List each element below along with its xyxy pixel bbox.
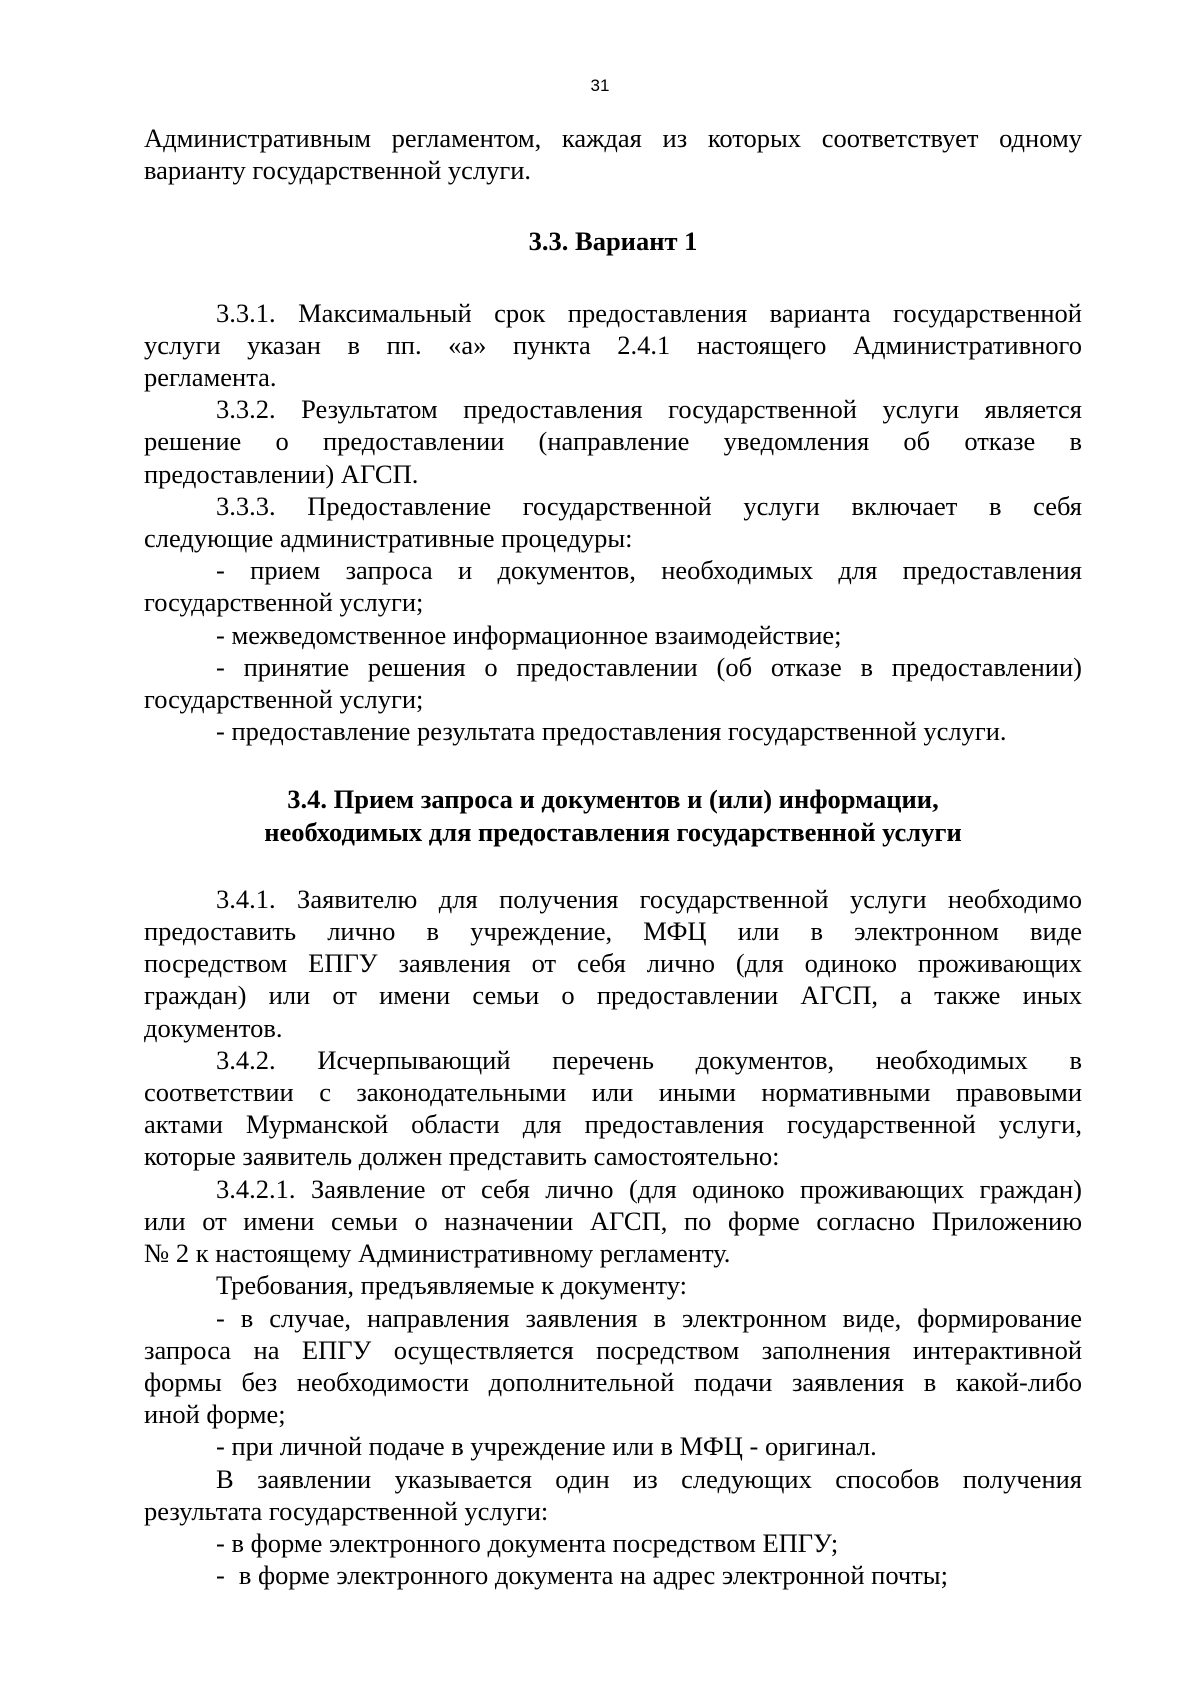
text-line: - в случае, направления заявления в электронном виде, формирование	[216, 1302, 1082, 1333]
text-line: - при личной подаче в учреждение или в МФЦ - оригинал.	[216, 1431, 877, 1462]
text-line: государственной услуги;	[144, 587, 424, 618]
text-line: № 2 к настоящему Административному регламенту.	[144, 1238, 731, 1269]
text-line: предоставлении) АГСП.	[144, 458, 419, 489]
text-line: документов.	[144, 1012, 283, 1043]
text-line: Требования, предъявляемые к документу:	[216, 1270, 688, 1301]
list-item	[144, 651, 1082, 715]
text-line: иной форме;	[144, 1399, 286, 1430]
text-line: - предоставление результата предоставления государственной услуги.	[216, 716, 1007, 747]
paragraph-3-4-2-1	[144, 1173, 1082, 1270]
text-line: предоставить лично в учреждение, МФЦ или в электронном виде	[144, 916, 1082, 947]
section-heading-3-4	[144, 783, 1082, 847]
intro-paragraph	[144, 122, 1082, 186]
text-line: 3.4.1. Заявителю для получения государственной услуги необходимо	[216, 883, 1082, 914]
paragraph-3-4-2	[144, 1044, 1082, 1173]
text-line: 3.4.2.1. Заявление от себя лично (для одиноко проживающих граждан)	[216, 1173, 1082, 1204]
paragraph-3-3-1	[144, 297, 1082, 394]
section-heading-3-3: 3.3. Вариант 1	[528, 226, 698, 257]
list-dash: -	[216, 1560, 225, 1591]
text-line: 3.3.1. Максимальный срок предоставления варианта государственной	[216, 297, 1082, 328]
text-line	[144, 1559, 1082, 1591]
heading-line: необходимых для предоставления государственной услуги	[264, 816, 962, 847]
text-line: В заявлении указывается один из следующих способов получения	[216, 1463, 1082, 1494]
list-item	[144, 1302, 1082, 1431]
paragraph-3-3-2	[144, 393, 1082, 490]
text-line: актами Мурманской области для предоставления государственной услуги,	[144, 1109, 1082, 1140]
text-line: государственной услуги;	[144, 684, 424, 715]
requirements-paragraph	[144, 1269, 1082, 1301]
text-line: - межведомственное информационное взаимодействие;	[216, 619, 842, 650]
text-line: запроса на ЕПГУ осуществляется посредством заполнения интерактивной	[144, 1334, 1082, 1365]
list-item	[144, 1559, 1082, 1591]
text-line: которые заявитель должен представить самостоятельно:	[144, 1141, 780, 1172]
list-text: в форме электронного документа на адрес электронной почты;	[238, 1560, 948, 1591]
list-item	[144, 619, 1082, 651]
text-line: Административным регламентом, каждая из которых соответствует одному	[144, 123, 1082, 153]
text-line: - принятие решения о предоставлении (об отказе в предоставлении)	[216, 651, 1082, 682]
text-line: регламента.	[144, 362, 277, 393]
text-line: - прием запроса и документов, необходимых для предоставления	[216, 555, 1082, 586]
page-number: 31	[590, 76, 610, 95]
heading-line: 3.4. Прием запроса и документов и (или) информации,	[287, 784, 939, 815]
list-item	[144, 715, 1082, 747]
text-line: решение о предоставлении (направление уведомления об отказе в	[144, 426, 1082, 457]
text-line: граждан) или от имени семьи о предоставлении АГСП, а также иных	[144, 980, 1082, 1011]
result-method-paragraph	[144, 1463, 1082, 1527]
list-item	[144, 1430, 1082, 1462]
list-item	[144, 554, 1082, 618]
document-body	[144, 122, 1082, 1591]
list-item	[144, 1527, 1082, 1559]
text-line: варианту государственной услуги.	[144, 155, 532, 186]
paragraph-3-3-3	[144, 490, 1082, 554]
paragraph-3-4-1	[144, 883, 1082, 1044]
text-line: 3.3.2. Результатом предоставления государственной услуги является	[216, 394, 1082, 425]
text-line: результата государственной услуги:	[144, 1495, 549, 1526]
text-line: 3.4.2. Исчерпывающий перечень документов, необходимых в	[216, 1044, 1082, 1075]
text-line: 3.3.3. Предоставление государственной услуги включает в себя	[216, 490, 1082, 521]
text-line: соответствии с законодательными или иными нормативными правовыми	[144, 1077, 1082, 1108]
text-line: формы без необходимости дополнительной подачи заявления в какой-либо	[144, 1366, 1082, 1397]
text-line: или от имени семьи о назначении АГСП, по форме согласно Приложению	[144, 1205, 1082, 1236]
text-line: следующие административные процедуры:	[144, 523, 633, 554]
text-line: посредством ЕПГУ заявления от себя лично (для одиноко проживающих	[144, 948, 1082, 979]
text-line: - в форме электронного документа посредством ЕПГУ;	[216, 1527, 839, 1558]
text-line: услуги указан в пп. «а» пункта 2.4.1 настоящего Административного	[144, 329, 1082, 360]
